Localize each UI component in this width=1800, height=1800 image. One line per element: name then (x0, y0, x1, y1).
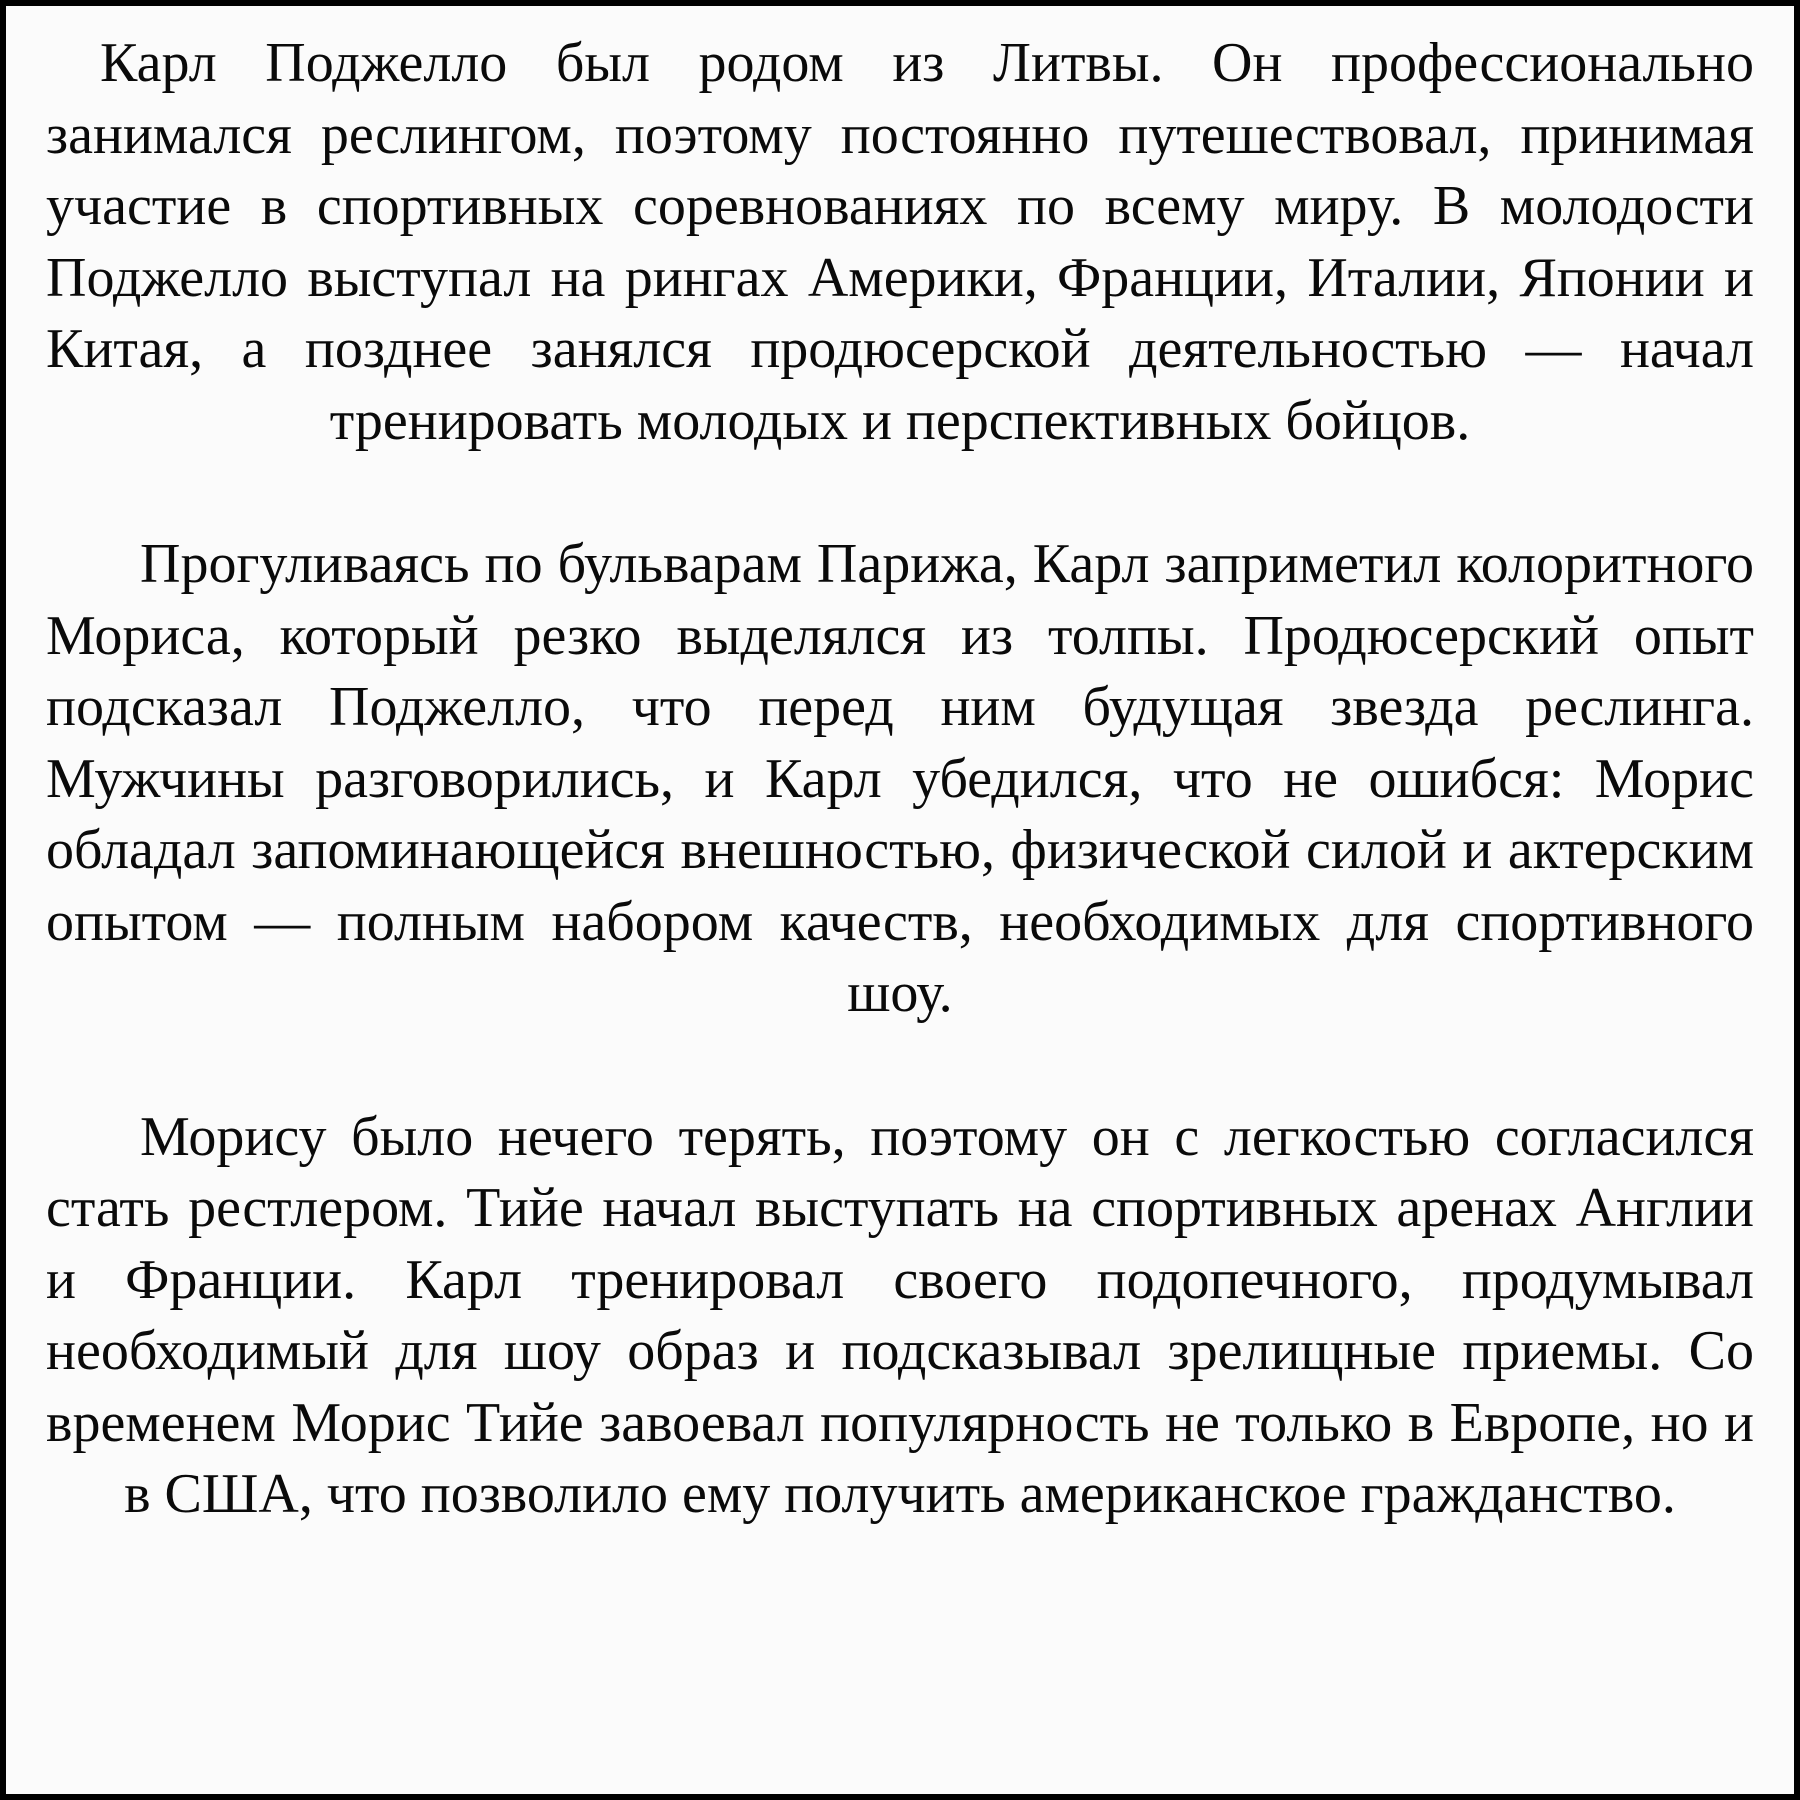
paragraph-tillet: Морису было нечего терять, поэтому он с легкостью согласился стать рестлером. Тийе начал выступать на спортивных аренах Англии и Франции. Карл тренировал своего подопечного, продумывал необходимый для шоу образ и подсказывал зрелищные приемы. Со временем Морис Тийе завоевал популярность не только в Европе, но и в США, что позволило ему получить американское гражданство. (46, 1105, 1754, 1525)
document-page (6, 6, 1794, 1794)
paragraph-paris: Прогуливаясь по бульварам Парижа, Карл заприметил колоритного Мориса, который резко выделялся из толпы. Продюсерский опыт подсказал Поджелло, что перед ним будущая звезда реслинга. Мужчины разговорились, и Карл убедился, что не ошибся: Морис обладал запоминающейся внешностью, физической силой и актерским опытом — полным набором качеств, необходимых для спортивного шоу. (46, 533, 1754, 1024)
paragraph-podjello: Карл Поджелло был родом из Литвы. Он профессионально занимался реслингом, поэтому постоянно путешествовал, принимая участие в спортивных соревнованиях по всему миру. В молодости Поджелло выступал на рингах Америки, Франции, Италии, Японии и Китая, а позднее занялся продюсерской деятельностью — начал тренировать молодых и перспективных бойцов. (46, 32, 1754, 452)
paragraph-spacer (46, 457, 1754, 529)
paragraph-spacer (46, 1030, 1754, 1102)
